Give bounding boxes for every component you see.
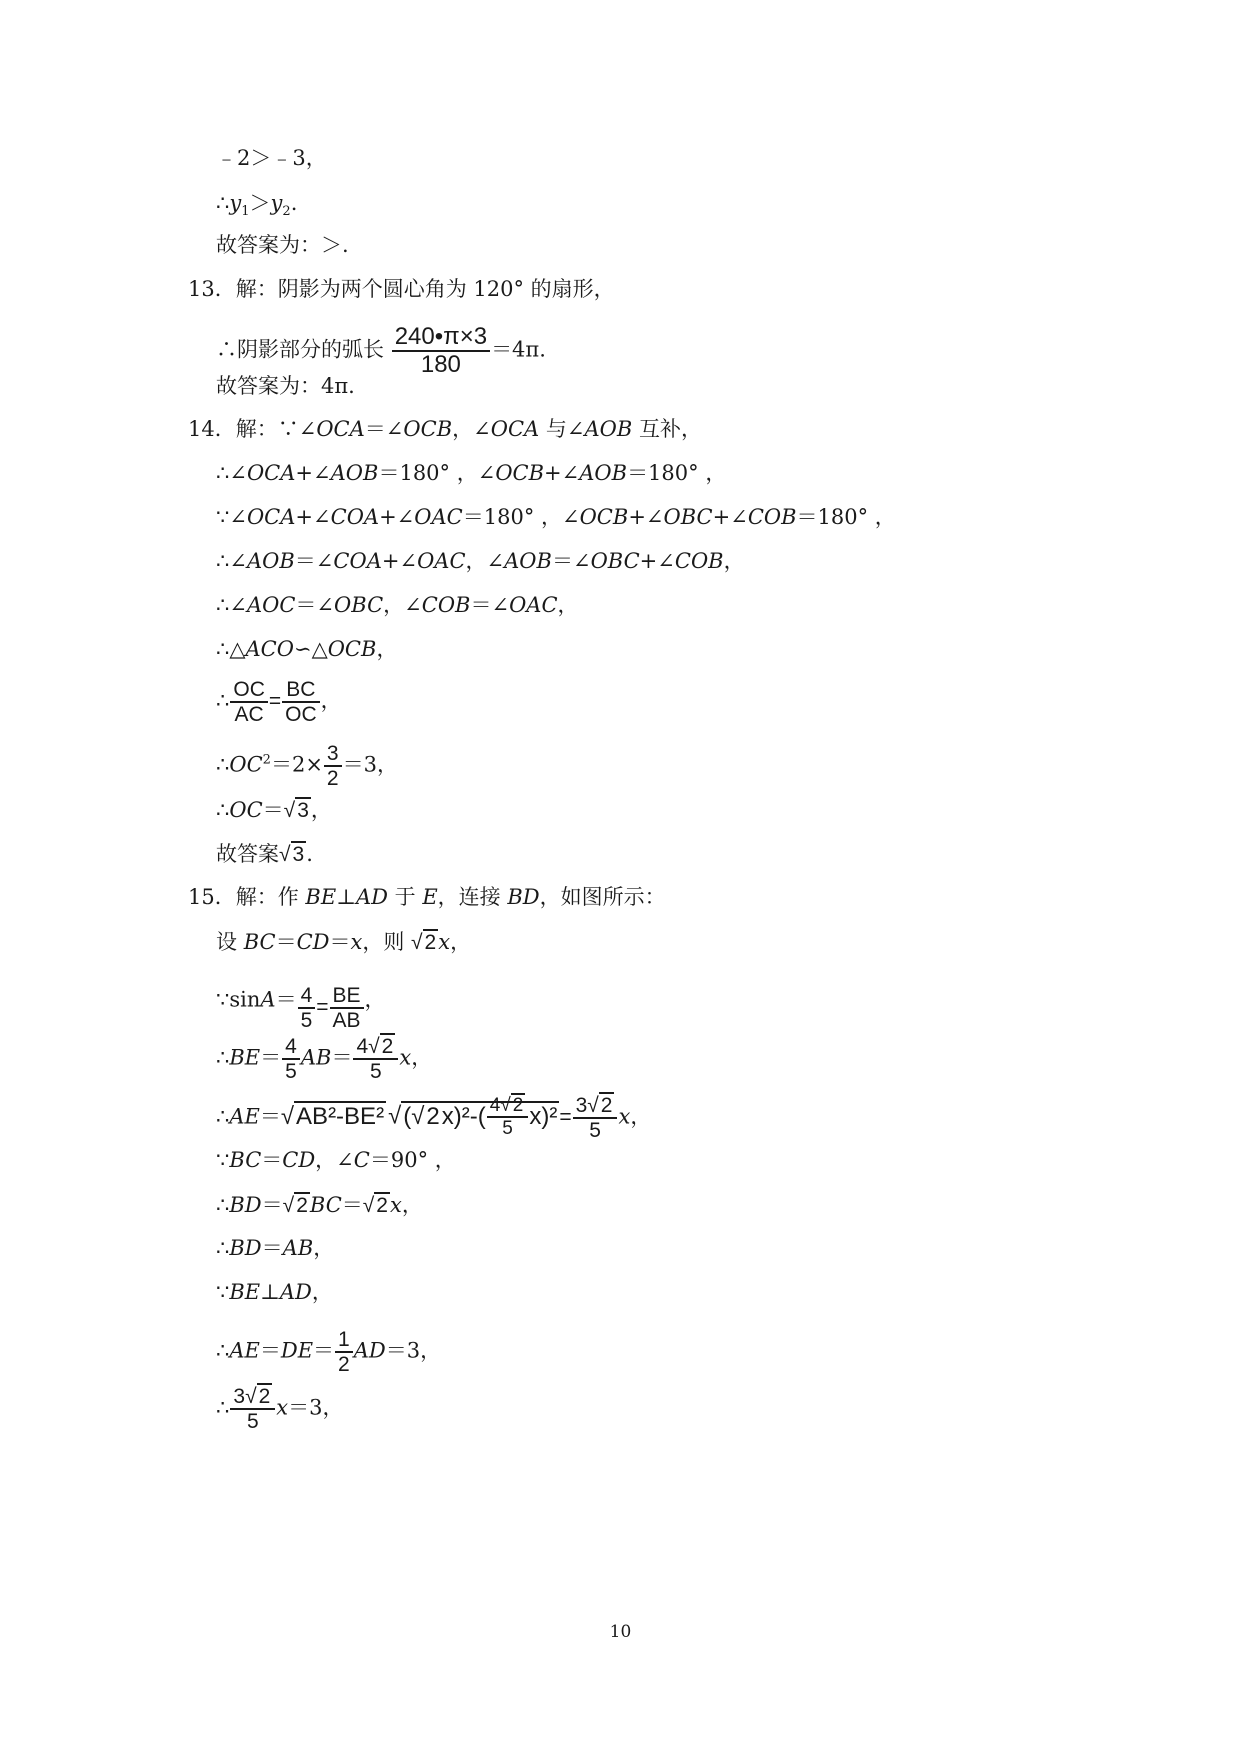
- line-q15-bd-ab: ∴BD＝AB，: [216, 1236, 335, 1260]
- line-q15-ae: ∴AE＝√AB²-BE² √(√2x)²-( $\frac{4√ 2}{5}$ x)²= $\frac{3√2}{5}$ x，: [216, 1094, 652, 1142]
- fraction-bc-oc: $\frac{BC}{OC}$: [282, 678, 320, 726]
- line-q14-oc: ∴OC＝√3，: [216, 795, 332, 826]
- line-q14-step2: ∵∠OCA+∠COA+∠OAC＝180° ，∠OCB+∠OBC+∠COB＝180° ，: [216, 505, 896, 529]
- line-q14: 14．解：∵∠OCA＝∠OCB，∠OCA 与∠AOB 互补，: [188, 417, 702, 441]
- line-q15-bd: ∴BD＝√2BC＝√2x，: [216, 1193, 423, 1217]
- fraction-4-5: $\frac{4}{5}$: [298, 984, 316, 1032]
- fraction-4-5-b: $\frac{4}{5}$: [282, 1035, 300, 1083]
- page-number: 10: [609, 1622, 632, 1642]
- line-q14-step4: ∴∠AOC＝∠OBC，∠COB＝∠OAC，: [216, 593, 579, 617]
- line-q15-perp: ∵BE⊥AD，: [216, 1280, 333, 1304]
- line-q15-let: 设 BC＝CD＝x，则 √2x，: [216, 927, 471, 958]
- line-answer-12: 故答案为：＞.: [216, 233, 349, 257]
- line-q14-step1: ∴∠OCA+∠AOB＝180° ，∠OCB+∠AOB＝180° ，: [216, 461, 727, 485]
- line-q14-ratio: ∴ $\frac{OC}{AC}$ = $\frac{BC}{OC}$ ，: [216, 678, 342, 726]
- line-q15: 15．解：作 BE⊥AD 于 E，连接 BD，如图所示：: [188, 885, 666, 909]
- sqrt-3: √3: [283, 799, 309, 822]
- line-inequality: ﹣2＞﹣3，: [216, 146, 327, 170]
- fraction-3-2: $\frac{3}{2}$: [324, 742, 342, 790]
- fraction-3root2-5: $\frac{3√2}{5}$: [573, 1094, 618, 1142]
- line-y1-gt-y2: $\therefore y_1>y_2$.: [216, 191, 298, 220]
- sqrt-3-answer: √3: [279, 843, 305, 866]
- sqrt-expression: √(√2x)²-( $\frac{4√ 2}{5}$ x)²: [388, 1095, 558, 1140]
- line-arc-length: ∴阴影部分的弧长 $\frac{240•\pi\times 3}{180}$ ＝4π.: [216, 323, 546, 378]
- line-q15-ae-de: ∴AE＝DE＝ $\frac{1}{2}$ AD＝3，: [216, 1328, 442, 1376]
- sqrt-ab2-be2: √AB²-BE²: [280, 1102, 385, 1130]
- line-q15-be: ∴BE＝ $\frac{4}{5}$ AB＝ $\frac{4√2}{5}$ x，: [216, 1035, 433, 1083]
- fraction-be-ab: $\frac{BE}{AB}$: [330, 984, 364, 1032]
- fraction-oc-ac: $\frac{OC}{AC}$: [230, 678, 268, 726]
- line-q13: 13．解：阴影为两个圆心角为 120° 的扇形，: [188, 277, 615, 301]
- sqrt-2: √2: [411, 931, 437, 954]
- arc-fraction: $\frac{240•\pi\times 3}{180}$: [392, 324, 490, 378]
- fraction-3root2-5-b: $\frac{3√2}{5}$: [230, 1385, 275, 1433]
- fraction-4root2-5: $\frac{4√2}{5}$: [353, 1035, 398, 1083]
- line-q15-bc-cd: ∵BC＝CD，∠C＝90° ，: [216, 1148, 456, 1172]
- line-answer-13: 故答案为：4π.: [216, 374, 355, 398]
- line-answer-14: 故答案√3.: [216, 839, 313, 870]
- line-q15-final: ∴ $\frac{3√2}{5}$ x＝3，: [216, 1385, 344, 1433]
- line-q14-similar: ∴△ACO∽△OCB，: [216, 637, 398, 661]
- line-q14-step3: ∴∠AOB＝∠COA+∠OAC，∠AOB＝∠OBC+∠COB，: [216, 549, 745, 573]
- line-q15-sin: ∵sinA＝ $\frac{4}{5}$ = $\frac{BE}{AB}$ ，: [216, 984, 386, 1032]
- line-q14-oc-squared: $\therefore OC^2=2\times$ $\frac{3}{2}$ ＝3，: [216, 742, 398, 790]
- fraction-1-2: $\frac{1}{2}$: [335, 1328, 353, 1376]
